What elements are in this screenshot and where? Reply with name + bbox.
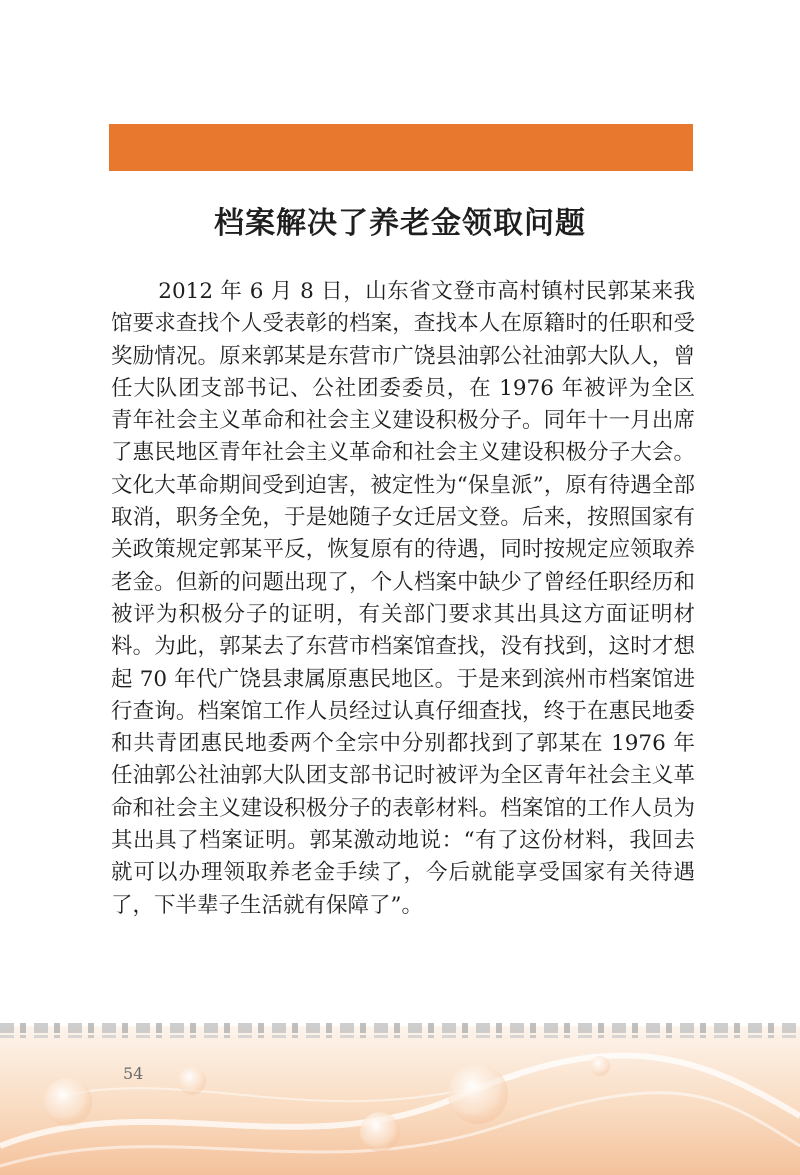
footer-decoration [0,1026,800,1175]
header-color-band [109,124,693,171]
footer-dashed-rule-secondary [0,1035,800,1038]
article-title: 档案解决了养老金领取问题 [214,206,586,241]
page-number: 54 [123,1064,144,1083]
footer-dashed-rule [0,1023,800,1033]
footer-swirl-graphic [0,1026,800,1175]
article-body: 2012 年 6 月 8 日，山东省文登市高村镇村民郭某来我馆要求查找个人受表彰的档案，查找本人在原籍时的任职和受奖励情况。原来郭某是东营市广饶县油郭公社油郭大队人，曾任大队团支部书记、公社团委委员，在 1976 年被评为全区青年社会主义革命和社会主义建设积极分子。同年十一月出席了惠民地区青年社会主义革命和社会主义建设积极分子大会。文化大革命期间受到迫害，被定性为“保皇派”，原有待遇全部取消，职务全免，于是她随子女迁居文登。后来，按照国家有关政策规定郭某平反，恢复原有的待遇，同时按规定应领取养老金。但新的问题出现了，个人档案中缺少了曾经任职经历和被评为积极分子的证明，有关部门要求其出具这方面证明材料。为此，郭某去了东营市档案馆查找，没有找到，这时才想起 70 年代广饶县隶属原惠民地区。于是来到滨州市档案馆进行查询。档案馆工作人员经过认真仔细查找，终于在惠民地委和共青团惠民地委两个全宗中分别都找到了郭某在 1976 年任油郭公社油郭大队团支部书记时被评为全区青年社会主义革命和社会主义建设积极分子的表彰材料。档案馆的工作人员为其出具了档案证明。郭某激动地说：“有了这份材料，我回去就可以办理领取养老金手续了，今后就能享受国家有关待遇了，下半辈子生活就有保障了”。 [111,279,695,918]
